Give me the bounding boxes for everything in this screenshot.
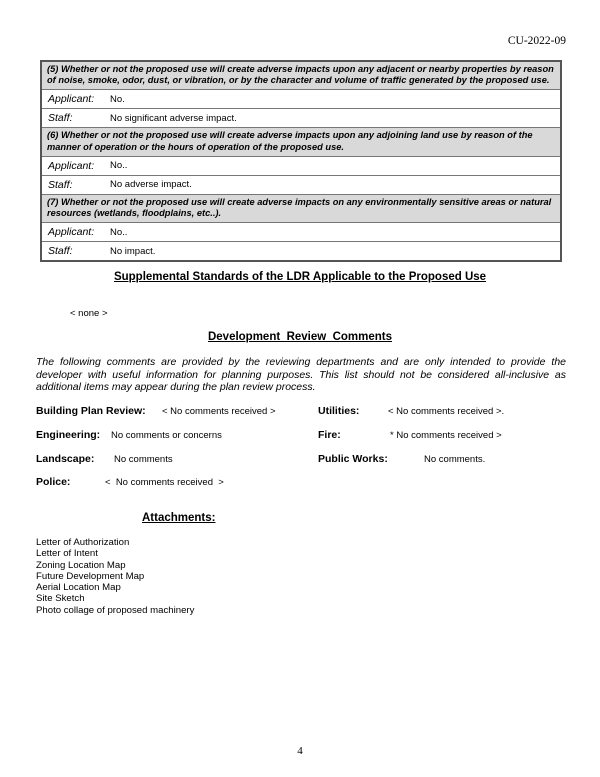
applicant-answer: No.. — [110, 226, 128, 238]
applicant-answer: No. — [110, 93, 125, 105]
criterion-question-5: (5) Whether or not the proposed use will create adverse impacts upon any adjacent or nearby properties by reason of noise, smoke, odor, dust, or vibration, or by the character and volume of traffic generated by the proposed use. — [42, 62, 560, 89]
criterion-question-7: (7) Whether or not the proposed use will create adverse impacts on any environmentally sensitive areas or natural resources (wetlands, floodplains, etc..). — [42, 194, 560, 222]
public-works-comment — [318, 453, 486, 465]
building-plan-review-comment — [36, 405, 276, 417]
police-label: Police: — [36, 476, 71, 488]
utilities-label: Utilities: — [318, 405, 360, 417]
criterion-6-staff-row — [42, 175, 560, 194]
public-works-value: No comments. — [424, 454, 486, 465]
page-number: 4 — [297, 745, 303, 757]
applicant-label: Applicant: — [48, 159, 95, 172]
landscape-label: Landscape: — [36, 453, 95, 465]
fire-comment — [318, 429, 502, 441]
criterion-5-staff-row — [42, 108, 560, 127]
attachment-item: Letter of Authorization — [36, 537, 130, 548]
attachments-list — [36, 537, 194, 616]
applicant-label: Applicant: — [48, 226, 95, 239]
attachment-item: Future Development Map — [36, 570, 145, 582]
fire-value: * No comments received > — [390, 430, 502, 441]
public-works-label: Public Works: — [318, 453, 388, 465]
development-review-heading: Development Review Comments — [207, 331, 393, 343]
criterion-5-applicant-row — [42, 89, 560, 108]
development-review-intro: The following comments are provided by the reviewing departments and are only intended to provide the developer with useful information for planning purposes. This list should not be considered all-inclusive as additional items may appear during the plan review process. — [36, 356, 566, 394]
fire-label: Fire: — [318, 429, 341, 441]
criterion-6-applicant-row — [42, 156, 560, 175]
attachment-item: Site Sketch — [36, 593, 85, 605]
engineering-value: No comments or concerns — [111, 430, 222, 441]
criterion-7-staff-row — [42, 241, 560, 260]
police-value: < No comments received > — [105, 477, 224, 488]
staff-answer: No adverse impact. — [110, 179, 192, 191]
attachment-item: Zoning Location Map — [36, 559, 126, 571]
staff-label: Staff: — [48, 245, 73, 258]
engineering-comment — [36, 429, 222, 441]
engineering-label: Engineering: — [36, 429, 101, 441]
staff-answer: No significant adverse impact. — [110, 112, 237, 124]
staff-label: Staff: — [48, 112, 73, 125]
police-comment — [36, 476, 224, 488]
staff-answer: No impact. — [110, 245, 156, 257]
attachments-heading: Attachments: — [142, 512, 216, 524]
applicant-answer: No.. — [110, 160, 128, 172]
attachment-item: Aerial Location Map — [36, 582, 121, 594]
supplemental-standards-note: < none > — [70, 308, 108, 319]
document-id: CU-2022-09 — [507, 35, 566, 47]
building-plan-review-label: Building Plan Review: — [36, 405, 146, 417]
criterion-7-applicant-row — [42, 222, 560, 241]
landscape-value: No comments — [114, 454, 173, 465]
attachment-item: Letter of Intent — [36, 548, 98, 560]
review-criteria-table — [40, 60, 562, 262]
building-plan-review-value: < No comments received > — [162, 406, 276, 417]
applicant-label: Applicant: — [48, 93, 95, 106]
utilities-value: < No comments received >. — [388, 406, 505, 417]
supplemental-standards-heading: Supplemental Standards of the LDR Applicable to the Proposed Use — [113, 271, 487, 283]
landscape-comment — [36, 453, 173, 465]
utilities-comment — [318, 405, 505, 417]
attachment-item: Photo collage of proposed machinery — [36, 604, 195, 616]
criterion-question-6: (6) Whether or not the proposed use will create adverse impacts upon any adjoining land use by reason of the manner of operation or the hours of operation of the proposed use. — [42, 127, 560, 155]
staff-label: Staff: — [48, 178, 73, 191]
